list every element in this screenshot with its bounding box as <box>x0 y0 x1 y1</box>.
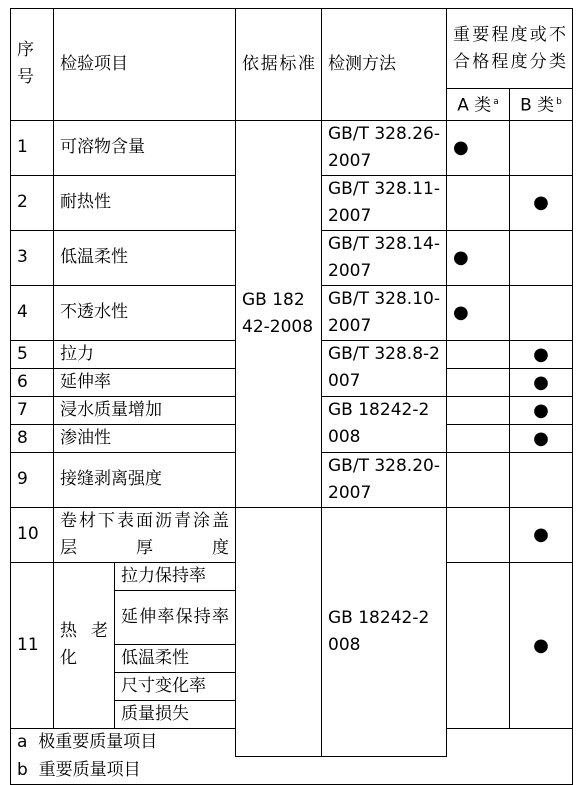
row-11-class-a <box>447 562 510 728</box>
header-basis: 依据标准 <box>236 9 322 121</box>
row-3-class-a: ● <box>447 230 510 285</box>
row-1-item: 可溶物含量 <box>54 120 236 175</box>
row-9-method: GB/T 328.20-2007 <box>322 452 447 507</box>
row-11-subitem-3: 低温柔性 <box>115 644 236 672</box>
row-6-class-b: ● <box>510 368 573 396</box>
row-5-6-method: GB/T 328.8-2007 <box>322 340 447 396</box>
row-8-class-a <box>447 424 510 452</box>
row-4-no: 4 <box>11 285 54 340</box>
row-7-no: 7 <box>11 396 54 424</box>
row-3-class-b <box>510 230 573 285</box>
row-5-class-a <box>447 340 510 368</box>
row-9-no: 9 <box>11 452 54 507</box>
row-7-class-b: ● <box>510 396 573 424</box>
row-10-11-method: GB 18242-2008 <box>322 507 447 756</box>
row-9-class-a <box>447 452 510 507</box>
row-2-method: GB/T 328.11-2007 <box>322 175 447 230</box>
basis-standard: GB 18242-2008 <box>236 120 322 507</box>
row-7-class-a <box>447 396 510 424</box>
header-seq: 序号 <box>11 9 54 121</box>
row-3-item: 低温柔性 <box>54 230 236 285</box>
row-7-item: 浸水质量增加 <box>54 396 236 424</box>
row-3-no: 3 <box>11 230 54 285</box>
row-11-item: 热老化 <box>54 562 115 728</box>
row-2-item: 耐热性 <box>54 175 236 230</box>
inspection-items-table <box>10 8 573 785</box>
footnote-a: a 极重要质量项目 <box>11 728 573 756</box>
row-2-class-a <box>447 175 510 230</box>
basis-standard-lower <box>236 507 322 756</box>
row-1-class-b <box>510 120 573 175</box>
header-item: 检验项目 <box>54 9 236 121</box>
row-10-class-b: ● <box>510 507 573 562</box>
row-11-no: 11 <box>11 562 54 728</box>
row-10-item: 卷材下表面沥青涂盖层厚度 <box>54 507 236 562</box>
row-11-class-b: ● <box>510 562 573 728</box>
row-5-no: 5 <box>11 340 54 368</box>
row-8-class-b: ● <box>510 424 573 452</box>
row-4-class-a: ● <box>447 285 510 340</box>
row-4-item: 不透水性 <box>54 285 236 340</box>
row-5-class-b: ● <box>510 340 573 368</box>
row-11-subitem-2: 延伸率保持率 <box>115 590 236 644</box>
row-11-subitem-4: 尺寸变化率 <box>115 672 236 700</box>
row-1-class-a: ● <box>447 120 510 175</box>
header-class-a: A 类 $^a$ <box>447 89 510 121</box>
header-class-b: B 类 $^b$ <box>510 89 573 121</box>
row-3-method: GB/T 328.14-2007 <box>322 230 447 285</box>
footnote-b: b 重要质量项目 <box>11 756 573 784</box>
row-8-no: 8 <box>11 424 54 452</box>
row-9-item: 接缝剥离强度 <box>54 452 236 507</box>
row-11-subitem-5: 质量损失 <box>115 700 236 728</box>
row-6-class-a <box>447 368 510 396</box>
row-10-class-a <box>447 507 510 562</box>
row-6-item: 延伸率 <box>54 368 236 396</box>
row-6-no: 6 <box>11 368 54 396</box>
row-1-method: GB/T 328.26-2007 <box>322 120 447 175</box>
row-5-item: 拉力 <box>54 340 236 368</box>
row-9-class-b <box>510 452 573 507</box>
row-4-class-b <box>510 285 573 340</box>
header-importance: 重要程度或不合格程度分类 <box>447 9 573 89</box>
row-2-class-b: ● <box>510 175 573 230</box>
row-1-no: 1 <box>11 120 54 175</box>
row-2-no: 2 <box>11 175 54 230</box>
row-11-subitem-1: 拉力保持率 <box>115 562 236 590</box>
row-8-item: 渗油性 <box>54 424 236 452</box>
row-7-8-method: GB 18242-2008 <box>322 396 447 452</box>
row-4-method: GB/T 328.10-2007 <box>322 285 447 340</box>
row-10-no: 10 <box>11 507 54 562</box>
header-method: 检测方法 <box>322 9 447 121</box>
